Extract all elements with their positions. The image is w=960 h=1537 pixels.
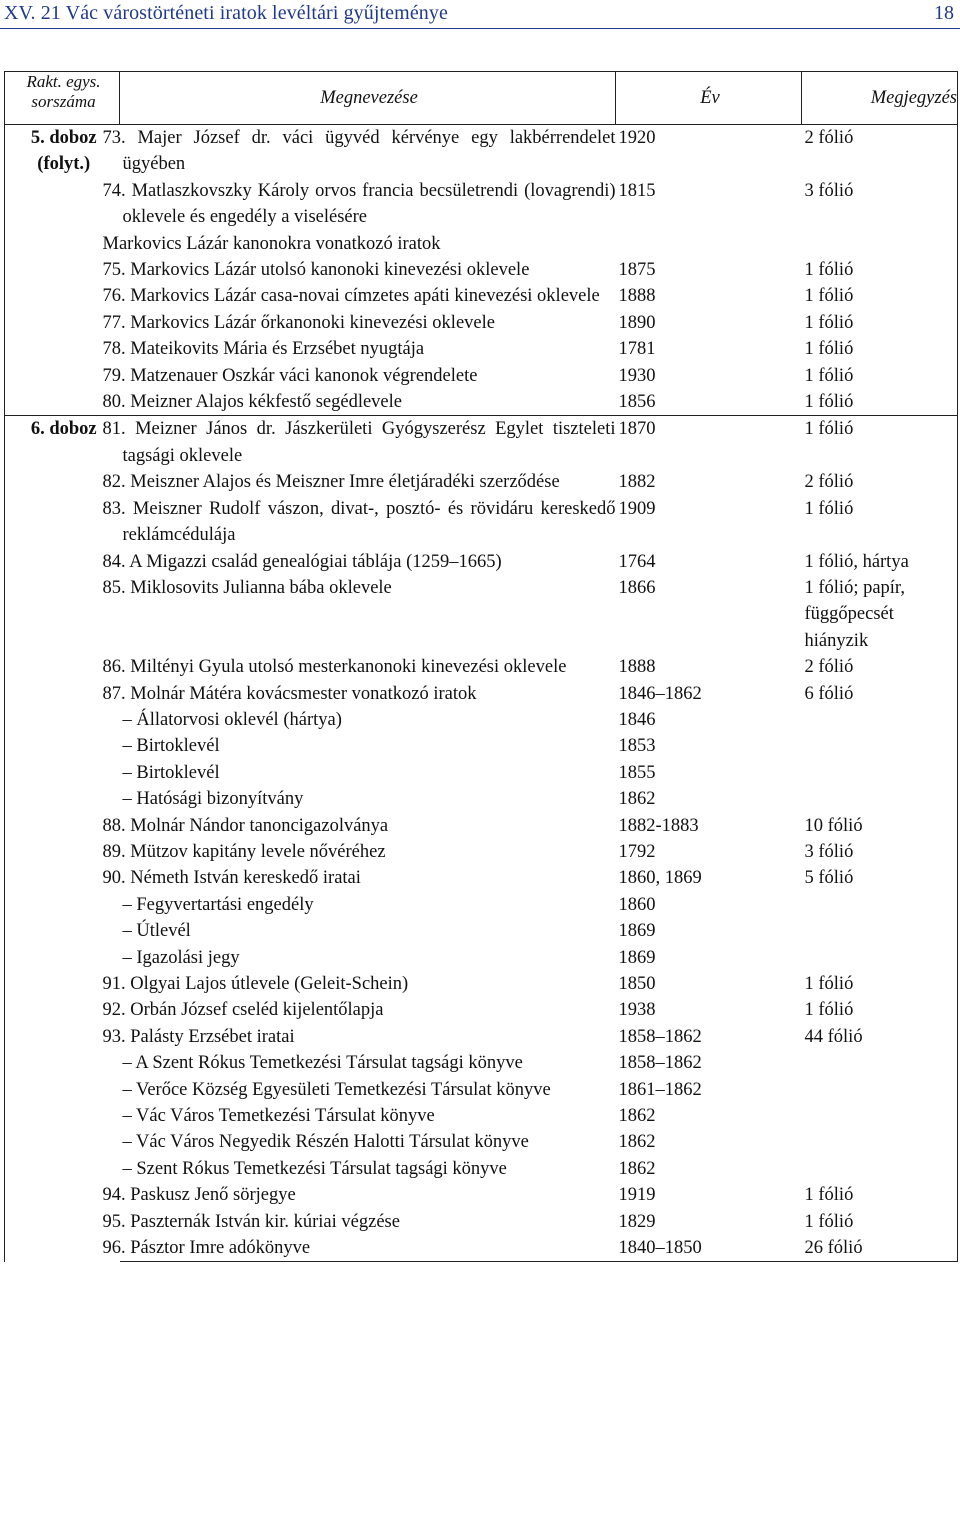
item-note: 1 fólió (802, 1182, 958, 1208)
header-rule (0, 28, 960, 29)
table-row (5, 1156, 958, 1182)
document-title: XV. 21 Vác várostörténeti iratok levéltári gyűjteménye (4, 2, 448, 24)
item-year: 1862 (618, 1158, 656, 1179)
item-name: 80. Meizner Alajos kékfestő segédlevele (102, 392, 402, 413)
item-year: 1846 (618, 709, 656, 730)
table-row (5, 257, 958, 283)
table-row (5, 363, 958, 389)
item-year: 1840–1850 (616, 1235, 802, 1262)
sub-item-name: – Verőce Község Egyesületi Temetkezési Társulat könyve (122, 1079, 551, 1100)
item-year: 1882 (618, 472, 656, 493)
table-row (5, 1209, 958, 1235)
item-name: 93. Palásty Erzsébet iratai (102, 1026, 295, 1047)
table-row (5, 1129, 958, 1155)
item-year: 1875 (618, 260, 656, 281)
item-year: 1890 (618, 312, 656, 333)
item-name: 81. Meizner János dr. Jászkerületi Gyógyszerész Egylet tiszteleti tagsági oklevele (120, 416, 616, 469)
table-row (5, 549, 958, 575)
table-row (5, 681, 958, 707)
item-name: 94. Paskusz Jenő sörjegye (102, 1185, 296, 1206)
item-year: 1858–1862 (618, 1026, 702, 1047)
page-header (0, 0, 960, 30)
table-row (5, 1024, 958, 1050)
table-row (5, 496, 958, 549)
item-name: 96. Pásztor Imre adókönyve (120, 1235, 616, 1262)
item-year: 1920 (616, 125, 802, 178)
item-year: 1888 (618, 657, 656, 678)
table-row (5, 1050, 958, 1076)
item-name: Markovics Lázár kanonokra vonatkozó iratok (102, 233, 441, 254)
sub-item-name: – A Szent Rókus Temetkezési Társulat tagsági könyve (122, 1053, 523, 1074)
item-note (802, 918, 958, 944)
item-name: 79. Matzenauer Oszkár váci kanonok végrendelete (102, 365, 478, 386)
table-row (5, 654, 958, 680)
item-year: 1869 (618, 921, 656, 942)
sub-item-name: – Fegyvertartási engedély (122, 894, 314, 915)
item-note: 1 fólió (802, 1209, 958, 1235)
item-note (802, 786, 958, 812)
item-note: 1 fólió (802, 416, 958, 469)
table-row (5, 997, 958, 1023)
item-note: 26 fólió (802, 1235, 958, 1262)
item-note: 1 fólió (802, 363, 958, 389)
sub-item-name: – Birtoklevél (122, 762, 220, 783)
item-name: 89. Mützov kapitány levele nővéréhez (102, 841, 386, 862)
table-row (5, 786, 958, 812)
item-note: 1 fólió; papír, függőpecsét hiányzik (802, 575, 958, 654)
item-year: 1860 (618, 894, 656, 915)
item-note (802, 1077, 958, 1103)
item-year: 1861–1862 (618, 1079, 702, 1100)
item-year: 1858–1862 (618, 1053, 702, 1074)
table-row (5, 389, 958, 416)
item-year: 1882-1883 (618, 815, 699, 836)
item-name: 92. Orbán József cseléd kijelentőlapja (102, 1000, 384, 1021)
item-note: 1 fólió (802, 310, 958, 336)
item-note: 3 fólió (802, 178, 958, 231)
item-name: 91. Olgyai Lajos útlevele (Geleit-Schein) (102, 974, 409, 994)
table-row (5, 839, 958, 865)
table-row (5, 469, 958, 495)
item-name: 83. Meiszner Rudolf vászon, divat-, posztó- és rövidáru kereskedő reklámcédulája (102, 498, 616, 546)
item-year: 1938 (618, 1000, 656, 1021)
item-name: 90. Németh István kereskedő iratai (102, 868, 361, 889)
item-note (802, 733, 958, 759)
item-year: 1919 (618, 1185, 656, 1206)
table-row (5, 416, 958, 469)
item-year: 1853 (618, 736, 656, 757)
item-note: 10 fólió (802, 813, 958, 839)
table-row (5, 283, 958, 309)
table-row (5, 1182, 958, 1208)
table-row (5, 178, 958, 231)
page-number: 18 (934, 2, 954, 24)
item-note (802, 1156, 958, 1182)
column-header-shelf: Rakt. egys. sorszáma (5, 72, 120, 125)
item-note (802, 892, 958, 918)
item-note: 1 fólió (802, 997, 958, 1023)
sub-item-name: – Állatorvosi oklevél (hártya) (122, 709, 342, 730)
item-name: 85. Miklosovits Julianna bába oklevele (102, 577, 392, 598)
table-row (5, 945, 958, 971)
item-year: 1855 (618, 762, 656, 783)
box-number: 6. doboz (5, 416, 120, 1262)
item-note: 3 fólió (802, 839, 958, 865)
table-row (5, 310, 958, 336)
table-row (5, 892, 958, 918)
item-name: 73. Majer József dr. váci ügyvéd kérvénye egy lakbérrendelet ügyében (120, 125, 616, 178)
item-note (802, 945, 958, 971)
sub-item-name: – Igazolási jegy (122, 947, 240, 968)
item-note (802, 1129, 958, 1155)
item-note: 2 fólió (802, 654, 958, 680)
item-note: 1 fólió (802, 283, 958, 309)
item-year: 1909 (618, 498, 656, 519)
sub-item-name: – Útlevél (122, 921, 191, 942)
item-year: 1846–1862 (618, 683, 702, 704)
item-name: 76. Markovics Lázár casa-novai címzetes apáti kinevezési oklevele (102, 286, 600, 307)
item-year: 1764 (618, 551, 656, 572)
item-note: 5 fólió (802, 865, 958, 891)
column-header-year: Év (616, 72, 802, 125)
table-row (5, 336, 958, 362)
sub-item-name: – Vác Város Negyedik Részén Halotti Társulat könyve (122, 1132, 529, 1153)
table-row (5, 760, 958, 786)
item-note: 2 fólió (802, 125, 958, 178)
item-note (802, 231, 958, 257)
sub-item-name: – Vác Város Temetkezési Társulat könyve (122, 1106, 435, 1127)
item-year: 1862 (618, 789, 656, 810)
table-header (5, 72, 958, 125)
item-note: 44 fólió (802, 1024, 958, 1050)
sub-item-name: – Birtoklevél (122, 736, 220, 757)
table-row (5, 1235, 958, 1262)
table-row (5, 918, 958, 944)
item-year: 1869 (618, 947, 656, 968)
item-name: 95. Paszternák István kir. kúriai végzése (102, 1211, 400, 1232)
table-row (5, 125, 958, 178)
item-name: 88. Molnár Nándor tanoncigazolványa (102, 815, 389, 836)
item-year: 1870 (616, 416, 802, 469)
item-year: 1930 (618, 365, 656, 386)
item-name: 87. Molnár Mátéra kovácsmester vonatkozó iratok (102, 683, 477, 704)
table-row (5, 865, 958, 891)
item-name: 84. A Migazzi család genealógiai táblája (1259–1665) (102, 551, 502, 572)
table-row (5, 575, 958, 654)
column-header-name: Megnevezése (120, 72, 616, 125)
item-note (802, 1103, 958, 1129)
item-year: 1792 (618, 841, 656, 862)
item-year: 1829 (618, 1211, 656, 1232)
item-name: 74. Matlaszkovszky Károly orvos francia becsületrendi (lovagrendi) oklevele és engedély a viselésére (102, 180, 616, 228)
box-number: 5. doboz (folyt.) (5, 125, 120, 416)
item-name: 82. Meiszner Alajos és Meiszner Imre életjáradéki szerződése (102, 472, 560, 493)
item-note: 1 fólió (802, 971, 958, 997)
column-header-note: Megjegyzés (802, 72, 958, 125)
item-year: 1866 (618, 577, 656, 598)
item-year: 1781 (618, 339, 656, 360)
item-name: 86. Miltényi Gyula utolsó mesterkanonoki kinevezési oklevele (102, 657, 567, 678)
item-note (802, 707, 958, 733)
item-year: 1850 (618, 974, 656, 994)
item-note: 6 fólió (802, 681, 958, 707)
item-name: 77. Markovics Lázár őrkanonoki kinevezési oklevele (102, 312, 495, 333)
sub-item-name: – Szent Rókus Temetkezési Társulat tagsági könyve (122, 1158, 507, 1179)
item-note: 1 fólió, hártya (802, 549, 958, 575)
item-year: 1862 (618, 1132, 656, 1153)
item-year: 1888 (618, 286, 656, 307)
table-row (5, 971, 958, 997)
item-year (616, 231, 802, 257)
item-note: 2 fólió (802, 469, 958, 495)
item-year: 1815 (618, 180, 656, 201)
table-row (5, 733, 958, 759)
item-note: 1 fólió (802, 496, 958, 549)
table-row (5, 1103, 958, 1129)
item-note (802, 1050, 958, 1076)
item-name: 75. Markovics Lázár utolsó kanonoki kinevezési oklevele (102, 260, 530, 281)
item-note: 1 fólió (802, 257, 958, 283)
table-row (5, 707, 958, 733)
item-year: 1862 (618, 1106, 656, 1127)
table-row (5, 231, 958, 257)
sub-item-name: – Hatósági bizonyítvány (122, 789, 304, 810)
table-row (5, 813, 958, 839)
item-note: 1 fólió (802, 336, 958, 362)
item-year: 1856 (618, 392, 656, 413)
item-year: 1860, 1869 (618, 868, 702, 889)
table-row (5, 1077, 958, 1103)
item-note (802, 760, 958, 786)
table-body (5, 125, 958, 1262)
inventory-table (4, 71, 958, 1262)
item-note: 1 fólió (802, 389, 958, 416)
item-name: 78. Mateikovits Mária és Erzsébet nyugtája (102, 339, 425, 360)
